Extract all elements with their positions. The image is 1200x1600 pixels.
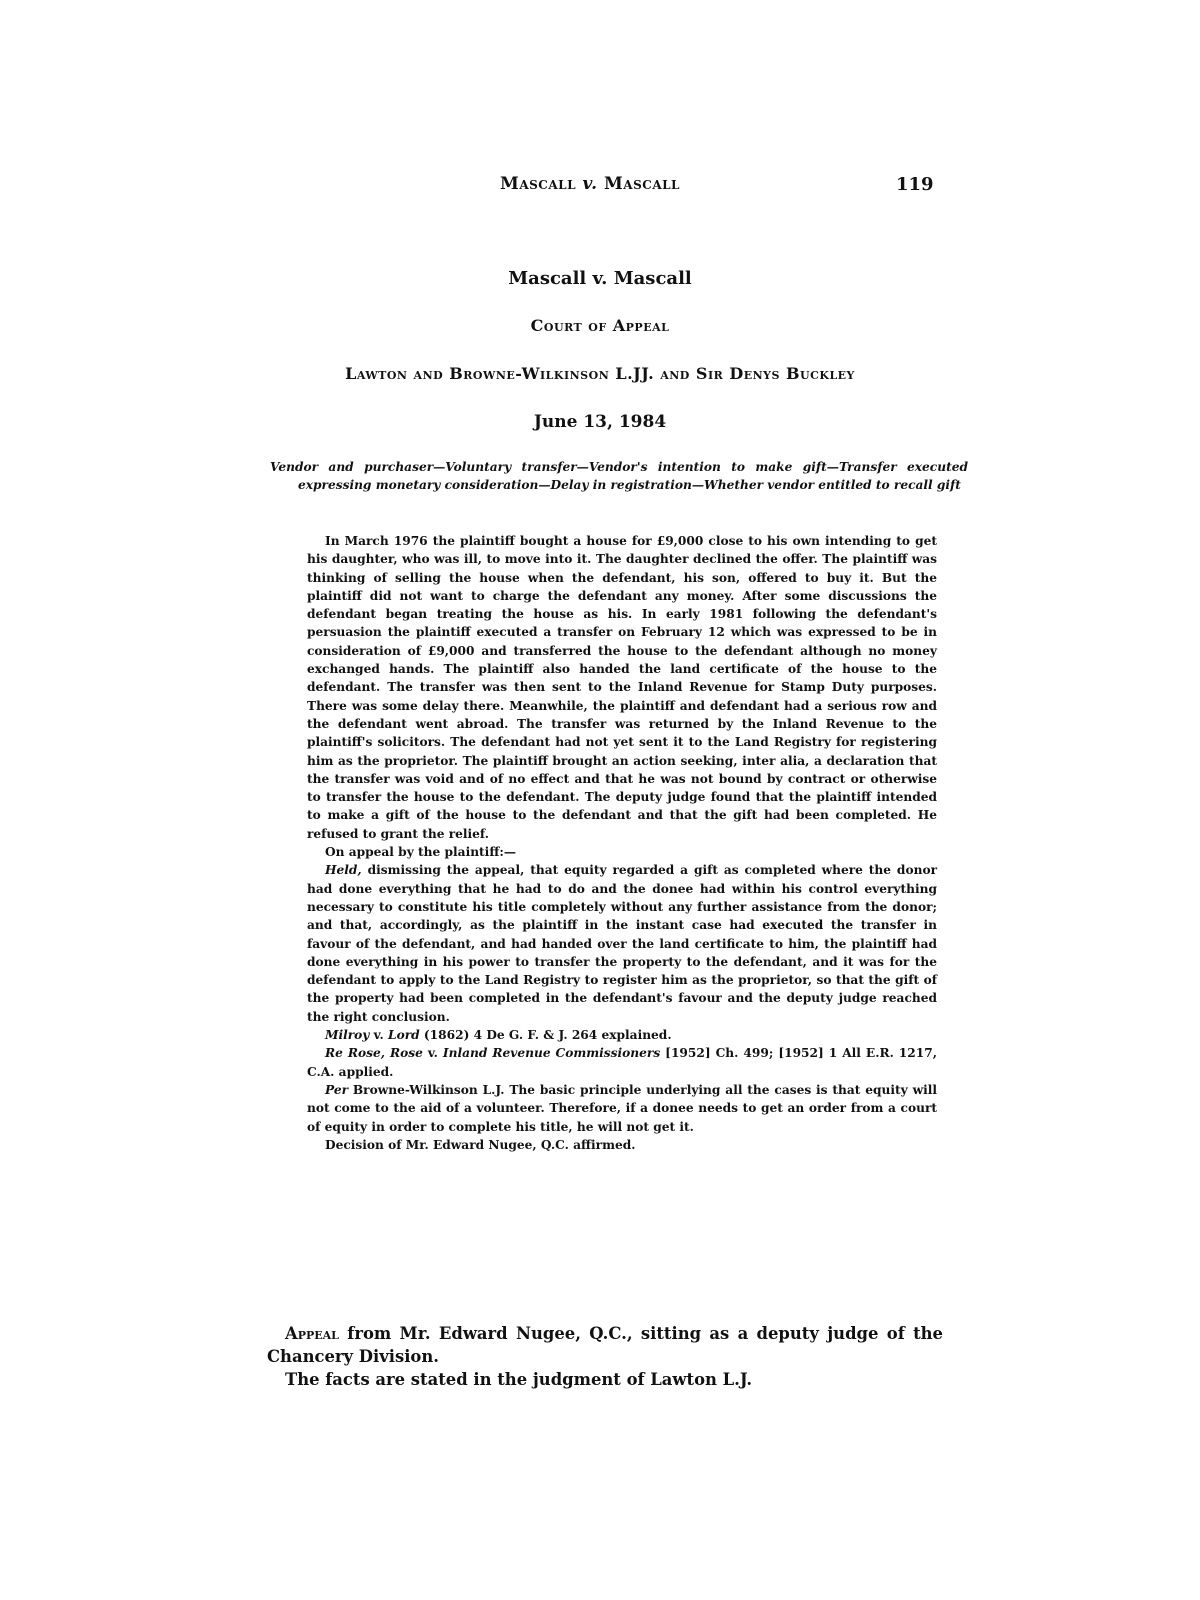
- page-number: 119: [896, 174, 934, 195]
- case-title: Mascall v. Mascall: [508, 268, 692, 289]
- per-label: Per: [325, 1082, 349, 1097]
- running-title-part1: Mascall: [500, 174, 577, 194]
- headnote-facts: In March 1976 the plaintiff bought a house for £9,000 close to his own intending to get his daughter, who was ill, to move into it. The daughter declined the offer. The plaintiff was thinking of selling the house when the defendant, his son, offered to buy it. But the plaintiff did not want to charge the defendant any money. After some discussions the defendant began treating the house as his. In early 1981 following the defendant's persuasion the plaintiff executed a transfer on February 12 which was expressed to be in consideration of £9,000 and transferred the house to the defendant although no money exchanged hands. The plaintiff also handed the land certificate of the house to the defendant. The transfer was then sent to the Inland Revenue for Stamp Duty purposes. There was some delay there. Meanwhile, the plaintiff and defendant had a serious row and the defendant went abroad. The transfer was returned by the Inland Revenue to the plaintiff's solicitors. The defendant had not yet sent it to the Land Registry for registering him as the proprietor. The plaintiff brought an action seeking, inter alia, a declaration that the transfer was void and of no effect and that he was not bound by contract or otherwise to transfer the house to the defendant. The deputy judge found that the plaintiff intended to make a gift of the house to the defendant and that the gift had been completed. He refused to grant the relief.: [307, 534, 937, 841]
- headnote-on-appeal: On appeal by the plaintiff:—: [325, 845, 517, 860]
- appeal-section: [267, 1322, 943, 1391]
- court-name: Court of Appeal: [530, 316, 670, 335]
- judges-part1: Lawton and Browne-Wilkinson: [345, 364, 610, 383]
- catchwords: Vendor and purchaser—Voluntary transfer—Vendor's intention to make gift—Transfer executed expressing monetary consideration—Delay in registration—Whether vendor entitled to recall gift: [270, 460, 968, 492]
- headnote-held: [307, 861, 937, 1026]
- case1-name-b: Lord: [388, 1028, 420, 1043]
- case2-name-b: Inland Revenue Commissioners: [442, 1046, 661, 1061]
- case2-name-a: Re Rose, Rose: [325, 1046, 423, 1061]
- appeal-paragraph: [267, 1322, 943, 1368]
- headnote-case-1: [307, 1026, 937, 1044]
- running-title-v: v.: [582, 174, 598, 194]
- headnote-per: [307, 1081, 937, 1136]
- case2-rest: [1952] Ch. 499; [1952] 1 All E.R. 1217, C.A. applied.: [307, 1046, 937, 1079]
- judges-line: [0, 364, 1200, 383]
- running-title: [500, 174, 680, 194]
- case1-rest: (1862) 4 De G. F. & J. 264 explained.: [423, 1028, 672, 1043]
- appeal-word: Appeal: [285, 1324, 339, 1343]
- appeal-text: from Mr. Edward Nugee, Q.C., sitting as a deputy judge of the Chancery Division.: [267, 1324, 943, 1366]
- headnote-decision: Decision of Mr. Edward Nugee, Q.C. affirmed.: [325, 1137, 636, 1152]
- held-label: Held,: [325, 863, 362, 878]
- headnote-case-2: [307, 1044, 937, 1081]
- headnote: [307, 532, 937, 1154]
- judges-part2: and Sir Denys Buckley: [660, 364, 855, 383]
- case1-name-a: Milroy: [325, 1028, 370, 1043]
- case2-v: v.: [427, 1046, 438, 1061]
- running-head: [0, 174, 1200, 202]
- decision-date: June 13, 1984: [533, 412, 667, 432]
- running-title-part2: Mascall: [603, 174, 680, 194]
- judges-lj: L.JJ.: [615, 364, 655, 383]
- case1-v: v.: [373, 1028, 384, 1043]
- per-text: Browne-Wilkinson L.J. The basic principle underlying all the cases is that equity will not come to the aid of a volunteer. Therefore, if a donee needs to get an order from a court of equity in order to complete his title, he will not get it.: [307, 1082, 937, 1134]
- held-text: dismissing the appeal, that equity regarded a gift as completed where the donor had done everything that he had to do and the donee had within his control everything necessary to constitute his title completely without any further assistance from the donor; and that, accordingly, as the plaintiff in the instant case had executed the transfer in favour of the defendant, and had handed over the land certificate to him, the plaintiff had done everything in his power to transfer the property to the defendant, and it was for the defendant to apply to the Land Registry to register him as the proprietor, so that the gift of the property had been completed in the defendant's favour and the deputy judge reached the right conclusion.: [307, 863, 937, 1024]
- facts-stated-line: The facts are stated in the judgment of Lawton L.J.: [285, 1370, 753, 1389]
